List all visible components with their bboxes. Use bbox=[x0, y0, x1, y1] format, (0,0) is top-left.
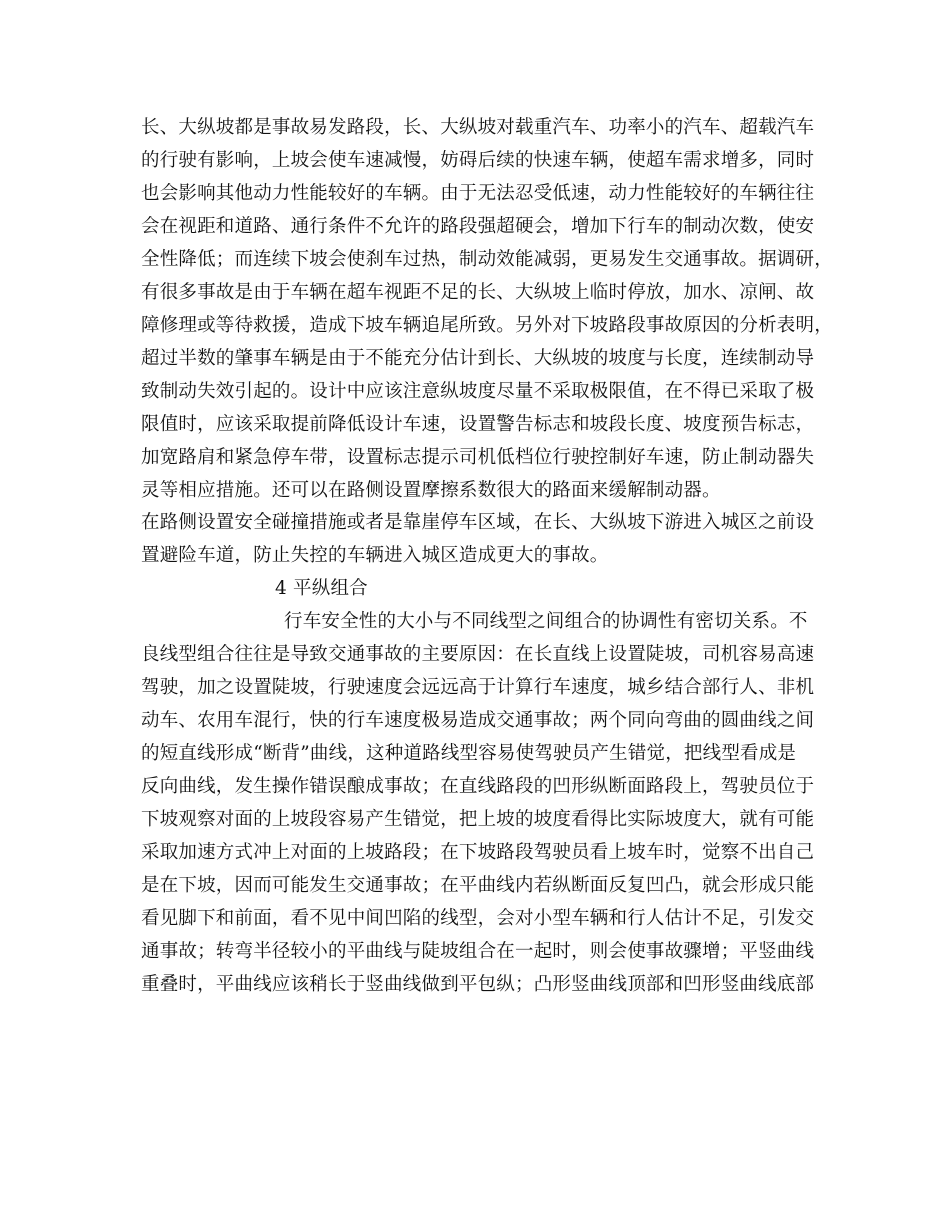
text-line: 反向曲线，发生操作错误酿成事故；在直线路段的凹形纵断面路段上，驾驶员位于 bbox=[141, 776, 815, 797]
text-line: 会在视距和道路、通行条件不允许的路段强超硬会，增加下行车的制动次数，使安 bbox=[141, 216, 815, 237]
text-line: 下坡观察对面的上坡段容易产生错觉，把上坡的坡度看得比实际坡度大，就有可能 bbox=[141, 809, 815, 830]
text-line: 动车、农用车混行，快的行车速度极易造成交通事故；两个同向弯曲的圆曲线之间 bbox=[141, 710, 815, 731]
text-line: 限值时，应该采取提前降低设计车速，设置警告标志和坡段长度、坡度预告标志， bbox=[141, 414, 815, 435]
text-line: 全性降低；而连续下坡会使刹车过热，制动效能减弱，更易发生交通事故。据调研， bbox=[141, 249, 833, 270]
text-line: 障修理或等待救援，造成下坡车辆追尾所致。另外对下坡路段事故原因的分析表明， bbox=[141, 315, 833, 336]
text-line: 看见脚下和前面，看不见中间凹陷的线型，会对小型车辆和行人估计不足，引发交 bbox=[141, 908, 815, 929]
text-line: 灵等相应措施。还可以在路侧设置摩擦系数很大的路面来缓解制动器。 bbox=[141, 480, 721, 501]
text-line: 也会影响其他动力性能较好的车辆。由于无法忍受低速，动力性能较好的车辆往往 bbox=[141, 183, 815, 204]
text-line: 通事故；转弯半径较小的平曲线与陡坡组合在一起时，则会使事故骤增；平竖曲线 bbox=[141, 941, 815, 962]
text-line: 加宽路肩和紧急停车带，设置标志提示司机低档位行驶控制好车速，防止制动器失 bbox=[141, 447, 815, 468]
paragraph-first-line: 行车安全性的大小与不同线型之间组合的协调性有密切关系。不 bbox=[284, 611, 808, 632]
text-line: 重叠时，平曲线应该稍长于竖曲线做到平包纵；凸形竖曲线顶部和凹形竖曲线底部 bbox=[141, 974, 815, 995]
text-line: 致制动失效引起的。设计中应该注意纵坡度尽量不采取极限值，在不得已采取了极 bbox=[141, 381, 815, 402]
text-line: 长、大纵坡都是事故易发路段，长、大纵坡对载重汽车、功率小的汽车、超载汽车 bbox=[141, 117, 815, 138]
text-line: 在路侧设置安全碰撞措施或者是靠崖停车区域，在长、大纵坡下游进入城区之前设 bbox=[141, 512, 815, 533]
text-line: 置避险车道，防止失控的车辆进入城区造成更大的事故。 bbox=[141, 545, 609, 566]
text-line: 驾驶，加之设置陡坡，行驶速度会远远高于计算行车速度，城乡结合部行人、非机 bbox=[141, 677, 815, 698]
text-line: 良线型组合往往是导致交通事故的主要原因：在长直线上设置陡坡，司机容易高速 bbox=[141, 644, 815, 665]
text-line: 超过半数的肇事车辆是由于不能充分估计到长、大纵坡的坡度与长度，连续制动导 bbox=[141, 348, 815, 369]
text-line: 的行驶有影响，上坡会使车速减慢，妨碍后续的快速车辆，使超车需求增多，同时 bbox=[141, 150, 815, 171]
text-line: 采取加速方式冲上对面的上坡路段；在下坡路段驾驶员看上坡车时，觉察不出自己 bbox=[141, 842, 815, 863]
text-line: 有很多事故是由于车辆在超车视距不足的长、大纵坡上临时停放，加水、凉闸、故 bbox=[141, 282, 815, 303]
section-heading: 4 平纵组合 bbox=[275, 578, 368, 599]
text-line: 的短直线形成“断背”曲线，这种道路线型容易使驾驶员产生错觉，把线型看成是 bbox=[141, 743, 797, 764]
text-line: 是在下坡，因而可能发生交通事故；在平曲线内若纵断面反复凹凸，就会形成只能 bbox=[141, 875, 815, 896]
